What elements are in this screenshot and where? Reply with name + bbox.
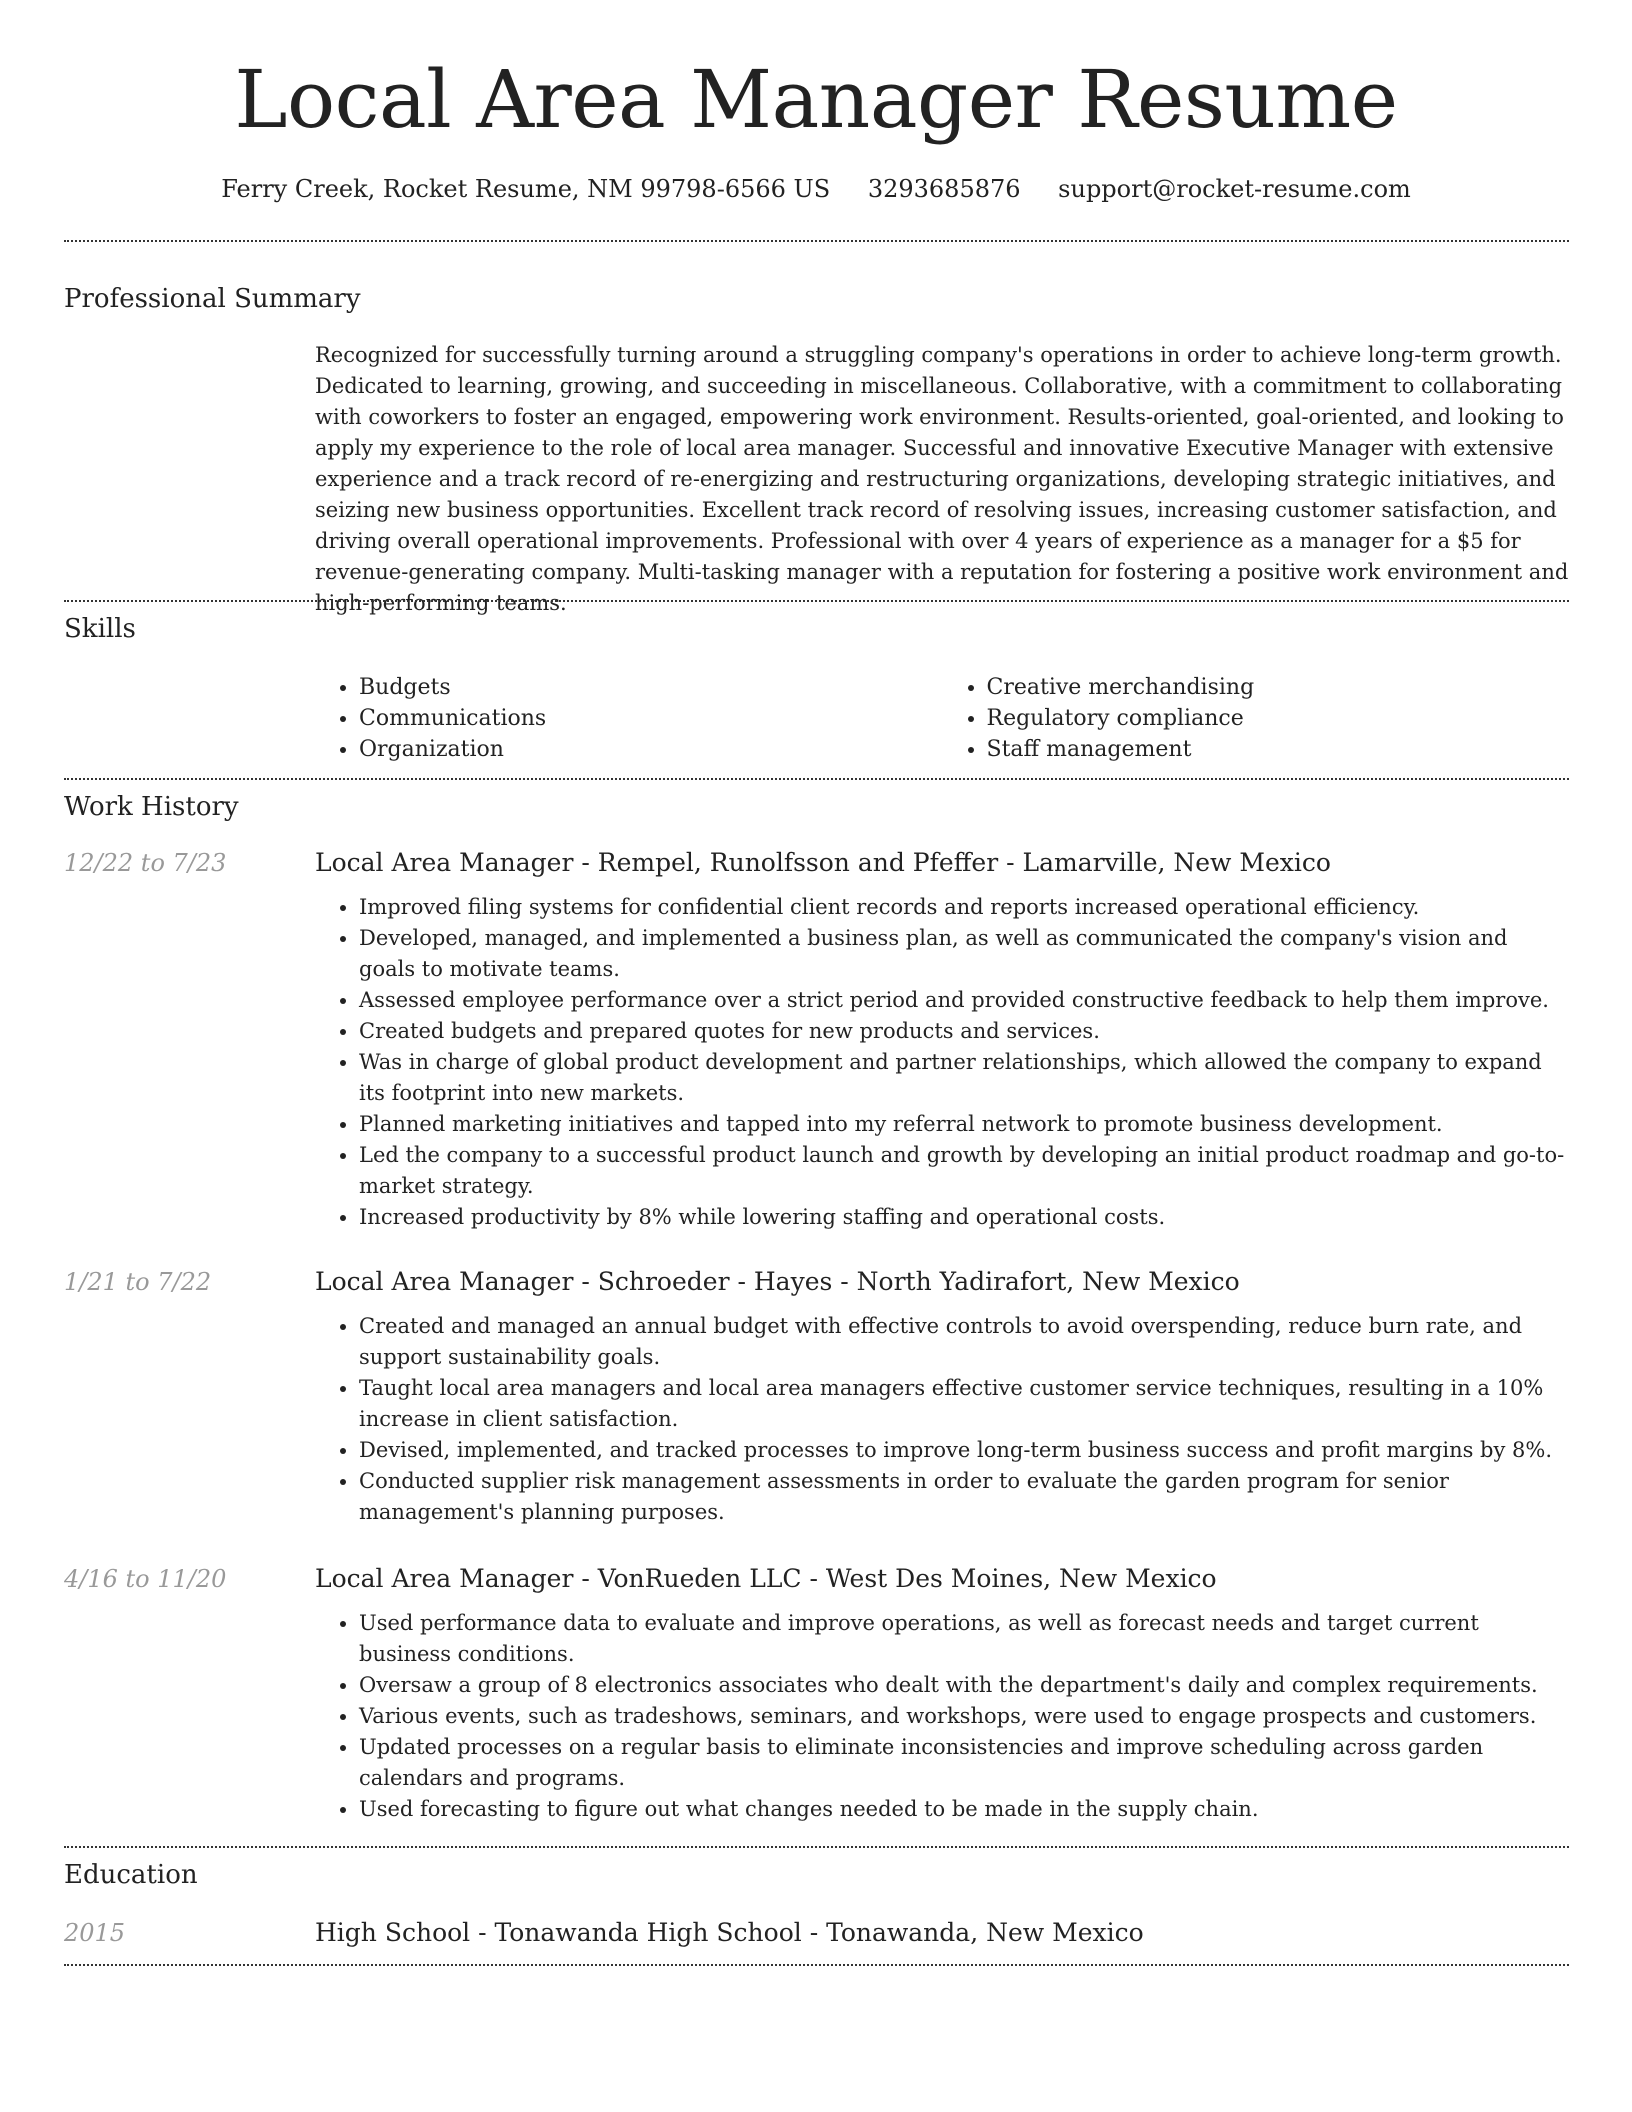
job-bullet: • Oversaw a group of 8 electronics associates who dealt with the department's daily and complex requirements.	[359, 1670, 1570, 1701]
contact-address: Ferry Creek, Rocket Resume, NM 99798-6566 US	[221, 175, 831, 203]
section-title-education: Education	[64, 1860, 198, 1890]
education-date: 2015	[64, 1919, 126, 1947]
job-bullet: • Led the company to a successful product launch and growth by developing an initial product roadmap and go-to-market strategy.	[359, 1140, 1570, 1202]
divider	[64, 240, 1569, 242]
job-bullet: • Updated processes on a regular basis to eliminate inconsistencies and improve scheduling across garden calendars and programs.	[359, 1732, 1570, 1794]
contact-email: support@rocket-resume.com	[1058, 175, 1411, 203]
divider	[64, 600, 1569, 602]
divider	[64, 1846, 1569, 1848]
job-header	[64, 1263, 1570, 1303]
job-bullets	[64, 1608, 1570, 1825]
contact-phone: 3293685876	[867, 175, 1021, 203]
job-bullet: • Created and managed an annual budget with effective controls to avoid overspending, reduce burn rate, and support sustainability goals.	[359, 1311, 1570, 1373]
job-bullet: • Developed, managed, and implemented a business plan, as well as communicated the company's vision and goals to motivate teams.	[359, 923, 1570, 985]
job-bullet: • Used forecasting to figure out what changes needed to be made in the supply chain.	[359, 1794, 1570, 1825]
section-title-work: Work History	[64, 792, 239, 822]
job-header	[64, 1560, 1570, 1600]
job-bullet: • Conducted supplier risk management assessments in order to evaluate the garden program for senior management's planning purposes.	[359, 1466, 1570, 1528]
job-entry	[64, 844, 1570, 1233]
job-title: Local Area Manager - Schroeder - Hayes - North Yadirafort, New Mexico	[315, 1267, 1240, 1296]
job-bullet: • Increased productivity by 8% while lowering staffing and operational costs.	[359, 1202, 1570, 1233]
job-bullets	[64, 892, 1570, 1233]
skills-column-right	[943, 672, 1571, 765]
divider	[64, 778, 1569, 780]
job-bullet: • Planned marketing initiatives and tapped into my referral network to promote business development.	[359, 1109, 1570, 1140]
job-bullet: • Taught local area managers and local area managers effective customer service techniques, resulting in a 10% increase in client satisfaction.	[359, 1373, 1570, 1435]
divider	[64, 1964, 1569, 1966]
job-title: Local Area Manager - Rempel, Runolfsson and Pfeffer - Lamarville, New Mexico	[315, 848, 1331, 877]
job-bullet: • Improved filing systems for confidential client records and reports increased operational efficiency.	[359, 892, 1570, 923]
section-title-summary: Professional Summary	[64, 284, 361, 314]
skills-list	[315, 672, 1570, 765]
job-bullet: • Created budgets and prepared quotes for new products and services.	[359, 1016, 1570, 1047]
skill-item: • Organization	[359, 734, 943, 765]
skill-item: • Communications	[359, 703, 943, 734]
section-title-skills: Skills	[64, 614, 136, 644]
summary-text: Recognized for successfully turning around a struggling company's operations in order to achieve long-term growth. Dedicated to learning, growing, and succeeding in miscellaneous. Collaborative, with a commitment to collaborating with coworkers to foster an engaged, empowering work environment. Results-oriented, goal-oriented, and looking to apply my experience to the role of local area manager. Successful and innovative Executive Manager with extensive experience and a track record of re-energizing and restructuring organizations, developing strategic initiatives, and seizing new business opportunities. Excellent track record of resolving issues, increasing customer satisfaction, and driving overall operational improvements. Professional with over 4 years of experience as a manager for a $5 for revenue-generating company. Multi-tasking manager with a reputation for fostering a positive work environment and high-performing teams.	[315, 343, 1569, 615]
job-date: 4/16 to 11/20	[64, 1565, 227, 1593]
job-entry	[64, 1560, 1570, 1825]
resume-title: Local Area Manager Resume	[234, 53, 1398, 146]
job-bullet: • Various events, such as tradeshows, seminars, and workshops, were used to engage prospects and customers.	[359, 1701, 1570, 1732]
education-entry	[64, 1914, 1570, 1954]
job-bullet: • Devised, implemented, and tracked processes to improve long-term business success and profit margins by 8%.	[359, 1435, 1570, 1466]
skill-item: • Regulatory compliance	[987, 703, 1571, 734]
contact-line	[0, 172, 1632, 206]
job-date: 12/22 to 7/23	[64, 849, 227, 877]
skill-item: • Creative merchandising	[987, 672, 1571, 703]
skills-column-left	[315, 672, 943, 765]
job-bullet: • Used performance data to evaluate and improve operations, as well as forecast needs and target current business conditions.	[359, 1608, 1570, 1670]
job-bullet: • Assessed employee performance over a strict period and provided constructive feedback to help them improve.	[359, 985, 1570, 1016]
skill-item: • Budgets	[359, 672, 943, 703]
job-bullets	[64, 1311, 1570, 1528]
job-title: Local Area Manager - VonRueden LLC - West Des Moines, New Mexico	[315, 1564, 1217, 1593]
education-title: High School - Tonawanda High School - Tonawanda, New Mexico	[315, 1918, 1144, 1947]
job-entry	[64, 1263, 1570, 1528]
job-date: 1/21 to 7/22	[64, 1268, 212, 1296]
job-bullet: • Was in charge of global product development and partner relationships, which allowed the company to expand its footprint into new markets.	[359, 1047, 1570, 1109]
skill-item: • Staff management	[987, 734, 1571, 765]
job-header	[64, 844, 1570, 884]
education-header	[64, 1914, 1570, 1954]
